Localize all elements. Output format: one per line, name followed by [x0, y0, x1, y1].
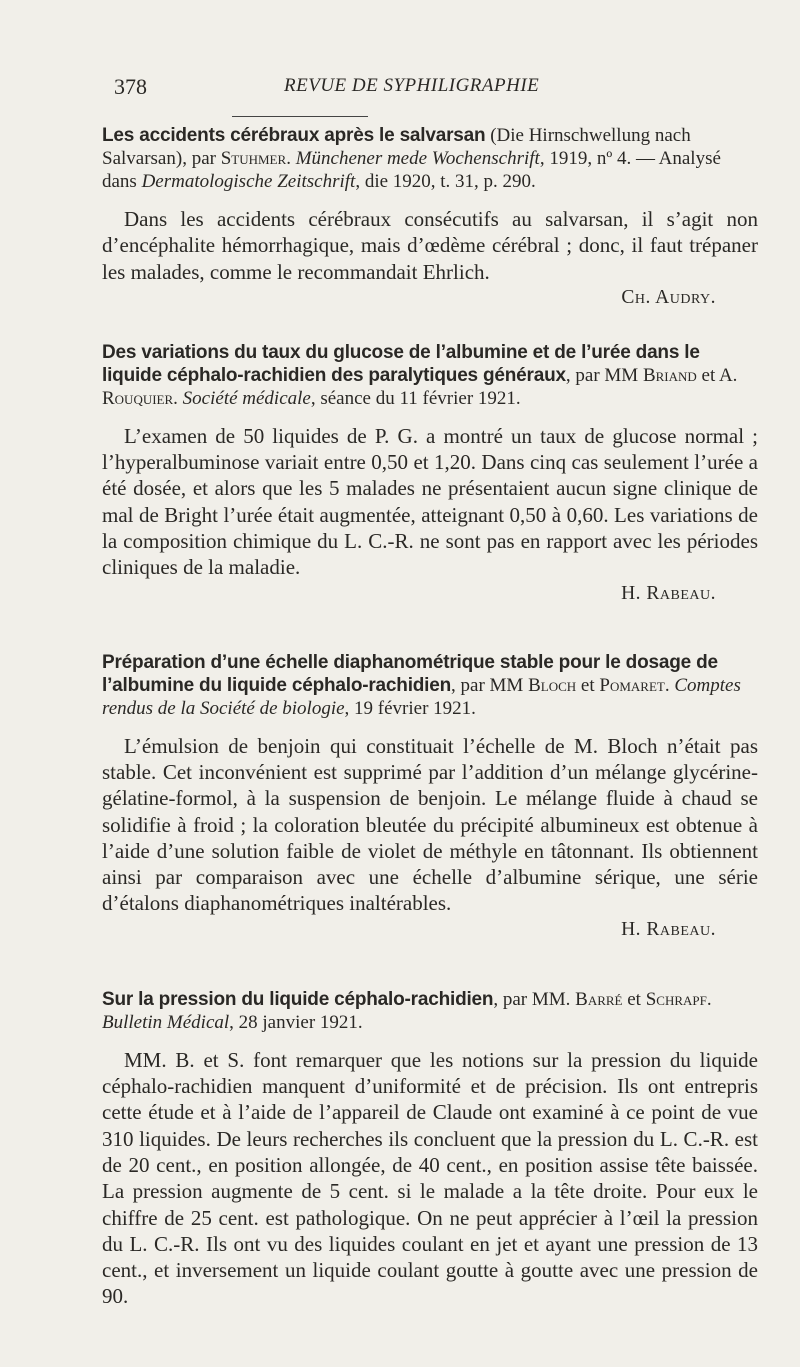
article-3 [102, 651, 758, 941]
reference-journal: Comptes rendus de la Société de biologie [102, 674, 741, 719]
reference-and: et [580, 674, 595, 696]
article-signature: H. Rabeau. [621, 582, 716, 604]
header-rule [232, 116, 368, 117]
reference-journal-2: Dermatologische Zeitschrift [141, 171, 356, 192]
article-body: MM. B. et S. font remarquer que les notions sur la pression du liquide céphalo-rachidien manquent d’uniformité et de précision. Ils ont entrepris cette étude et à l’aide de l’appareil de Claude ont examiné à ce point de vue 310 liquides. De leurs recherches ils concluent que la pression du L. C.-R. est de 20 cent., en position allongée, de 40 cent., en position assise tête baissée. La pression augmente de 5 cent. si le malade a la tête droite. Pour eux le chiffre de 25 cent. est pathologique. On ne peut apprécier à l’œil la pression du L. C.-R. Ils ont vu des liquides coulant en jet et ayant une pression de 13 cent., et inversement un liquide coulant goutte à goutte avec une pression de 90. [102, 1047, 758, 1309]
article-body: Dans les accidents cérébraux consécutifs au salvarsan, il s’agit non d’encéphalite hémorrhagique, mais d’œdème cérébral ; donc, il faut trépaner les malades, comme le recommandait Ehrlich. [102, 207, 758, 284]
reference-by: , par [182, 148, 216, 169]
reference-author-2: Schrapf [645, 988, 707, 1010]
article-signature: H. Rabeau. [621, 918, 716, 940]
reference-details: , 19 février 1921. [344, 697, 476, 719]
reference-by: , par MM [565, 364, 639, 386]
article-heading: Les accidents cérébraux après le salvarsan (Die Hirnschwellung nach Salvarsan), par Stuhmer. Münchener mede Wochenschrift, 1919, nº 4. — Analysé dans Dermatologische Zeitschrift, die 1920, t. 31, p. 290. [102, 125, 721, 192]
article-title: Des variations du taux du glucose de l’albumine et de l’urée dans le liquide céphalo-rachidien des paralytiques généraux [102, 341, 700, 386]
reference-details: , séance du 11 février 1921. [310, 387, 521, 409]
reference-by: , par MM [451, 674, 524, 696]
article-signature: Ch. Audry. [621, 286, 716, 308]
article-2 [102, 341, 758, 605]
page-number: 378 [114, 74, 147, 99]
article-1 [102, 124, 758, 309]
reference-and: et A. [701, 364, 738, 386]
reference-journal: Münchener mede Wochenschrift [295, 148, 540, 169]
reference-journal: Société médicale [182, 387, 311, 409]
article-title: Préparation d’une échelle diaphanométrique stable pour le dosage de l’albumine du liquide céphalo-rachidien [102, 651, 718, 696]
article-title: Sur la pression du liquide céphalo-rachidien [102, 988, 494, 1010]
content [102, 124, 758, 1310]
reference-original-title: (Die Hirnschwellung nach Salvarsan) [102, 125, 691, 169]
article-heading: Préparation d’une échelle diaphanométrique stable pour le dosage de l’albumine du liquide céphalo-rachidien, par MM Bloch et Pomaret. Comptes rendus de la Société de biologie, 19 février 1921. [102, 651, 741, 719]
running-head [114, 74, 758, 104]
reference-author: Bloch [528, 674, 577, 696]
reference-author: Briand [642, 364, 697, 386]
article-body: L’émulsion de benjoin qui constituait l’échelle de M. Bloch n’était pas stable. Cet inconvénient est supprimé par l’addition d’un mélange glycérine-gélatine-formol, à la suspension de benjoin. Le mélange fluide à chaud se solidifie à froid ; la coloration bleutée du précipité albumineux est obtenue à l’aide d’une solution faible de violet de méthyle en tâtonnant. Ils obtiennent ainsi par comparaison avec une échelle d’albumine sérique, une série d’étalons diaphanométriques inaltérables. [102, 733, 758, 916]
reference-and: et [627, 988, 641, 1010]
reference-journal: Bulletin Médical [102, 1011, 230, 1033]
reference-details: , 28 janvier 1921. [229, 1011, 363, 1033]
article-title: Les accidents cérébraux après le salvarsan [102, 125, 486, 146]
article-heading: Sur la pression du liquide céphalo-rachidien, par MM. Barré et Schrapf. Bulletin Médical, 28 janvier 1921. [102, 988, 712, 1033]
article-heading: Des variations du taux du glucose de l’albumine et de l’urée dans le liquide céphalo-rachidien des paralytiques généraux, par MM Briand et A. Rouquier. Société médicale, séance du 11 février 1921. [102, 341, 738, 409]
reference-by: , par MM. [493, 988, 571, 1010]
reference-details-2: , die 1920, t. 31, p. 290. [355, 171, 536, 192]
reference-author-2: Pomaret [599, 674, 665, 696]
reference-author-2: Rouquier [102, 387, 174, 409]
reference-author: Stuhmer [220, 148, 287, 169]
article-4 [102, 988, 758, 1310]
reference-author: Barré [575, 988, 623, 1010]
journal-title: REVUE DE SYPHILIGRAPHIE [284, 75, 540, 96]
article-body: L’examen de 50 liquides de P. G. a montré un taux de glucose normal ; l’hyperalbuminose variait entre 0,50 et 1,20. Dans cinq cas seulement l’urée a été dosée, et alors que les 5 malades ne présentaient aucun signe clinique de mal de Bright l’urée était augmentée, atteignant 0,50 à 0,60. Les variations de la composition chimique du L. C.-R. ne sont pas en rapport avec les périodes cliniques de la maladie. [102, 423, 758, 580]
reference-details: , 1919, nº 4. — Analysé dans [102, 148, 721, 192]
